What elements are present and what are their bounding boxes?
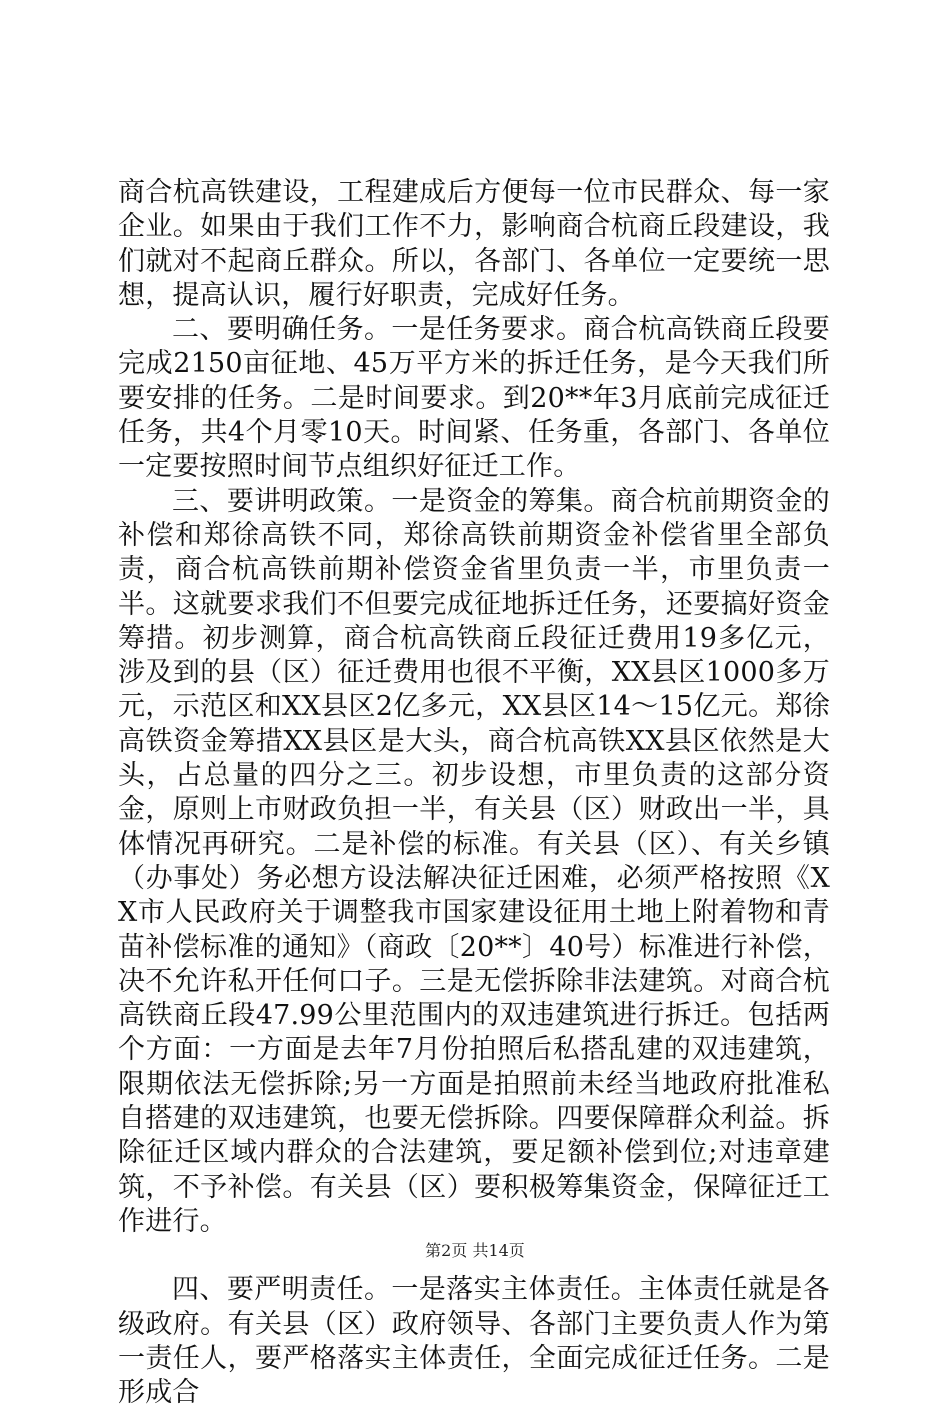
paragraph-continuation: 商合杭高铁建设，工程建成后方便每一位市民群众、每一家企业。如果由于我们工作不力，影响商合杭商丘段建设，我们就对不起商丘群众。所以，各部门、各单位一定要统一思想，提高认识，履行好职责，完成好任务。: [118, 177, 830, 311]
document-body: [118, 176, 830, 1410]
paragraph-section-two: 二、要明确任务。一是任务要求。商合杭高铁商丘段要完成2150亩征地、45万平方米的拆迁任务，是今天我们所要安排的任务。二是时间要求。到20**年3月底前完成征迁任务，共4个月零10天。时间紧、任务重，各部门、各单位一定要按照时间节点组织好征迁工作。: [118, 314, 830, 483]
paragraph-section-three: 三、要讲明政策。一是资金的筹集。商合杭前期资金的补偿和郑徐高铁不同，郑徐高铁前期资金补偿省里全部负责，商合杭高铁前期补偿资金省里负责一半，市里负责一半。这就要求我们不但要完成征地拆迁任务，还要搞好资金筹措。初步测算，商合杭高铁商丘段征迁费用19多亿元，涉及到的县（区）征迁费用也很不平衡，XX县区1000多万元，示范区和XX县区2亿多元，XX县区14～15亿元。郑徐高铁资金筹措XX县区是大头，商合杭高铁XX县区依然是大头，占总量的四分之三。初步设想，市里负责的这部分资金，原则上市财政负担一半，有关县（区）财政出一半，具体情况再研究。二是补偿的标准。有关县（区）、有关乡镇（办事处）务必想方设法解决征迁困难，必须严格按照《XX市人民政府关于调整我市国家建设征用土地上附着物和青苗补偿标准的通知》（商政〔20**〕40号）标准进行补偿，决不允许私开任何口子。三是无偿拆除非法建筑。对商合杭高铁商丘段47.99公里范围内的双违建筑进行拆迁。包括两个方面：一方面是去年7月份拍照后私搭乱建的双违建筑，限期依法无偿拆除;另一方面是拍照前未经当地政府批准私自搭建的双违建筑，也要无偿拆除。四要保障群众利益。拆除征迁区域内群众的合法建筑，要足额补偿到位;对违章建筑，不予补偿。有关县（区）要积极筹集资金，保障征迁工作进行。: [118, 485, 830, 1237]
page-number-footer: 第2页 共14页: [425, 1241, 525, 1260]
paragraph-section-four: 四、要严明责任。一是落实主体责任。主体责任就是各级政府。有关县（区）政府领导、各部门主要负责人作为第一责任人，要严格落实主体责任，全面完成征迁任务。二是形成合: [118, 1274, 830, 1409]
